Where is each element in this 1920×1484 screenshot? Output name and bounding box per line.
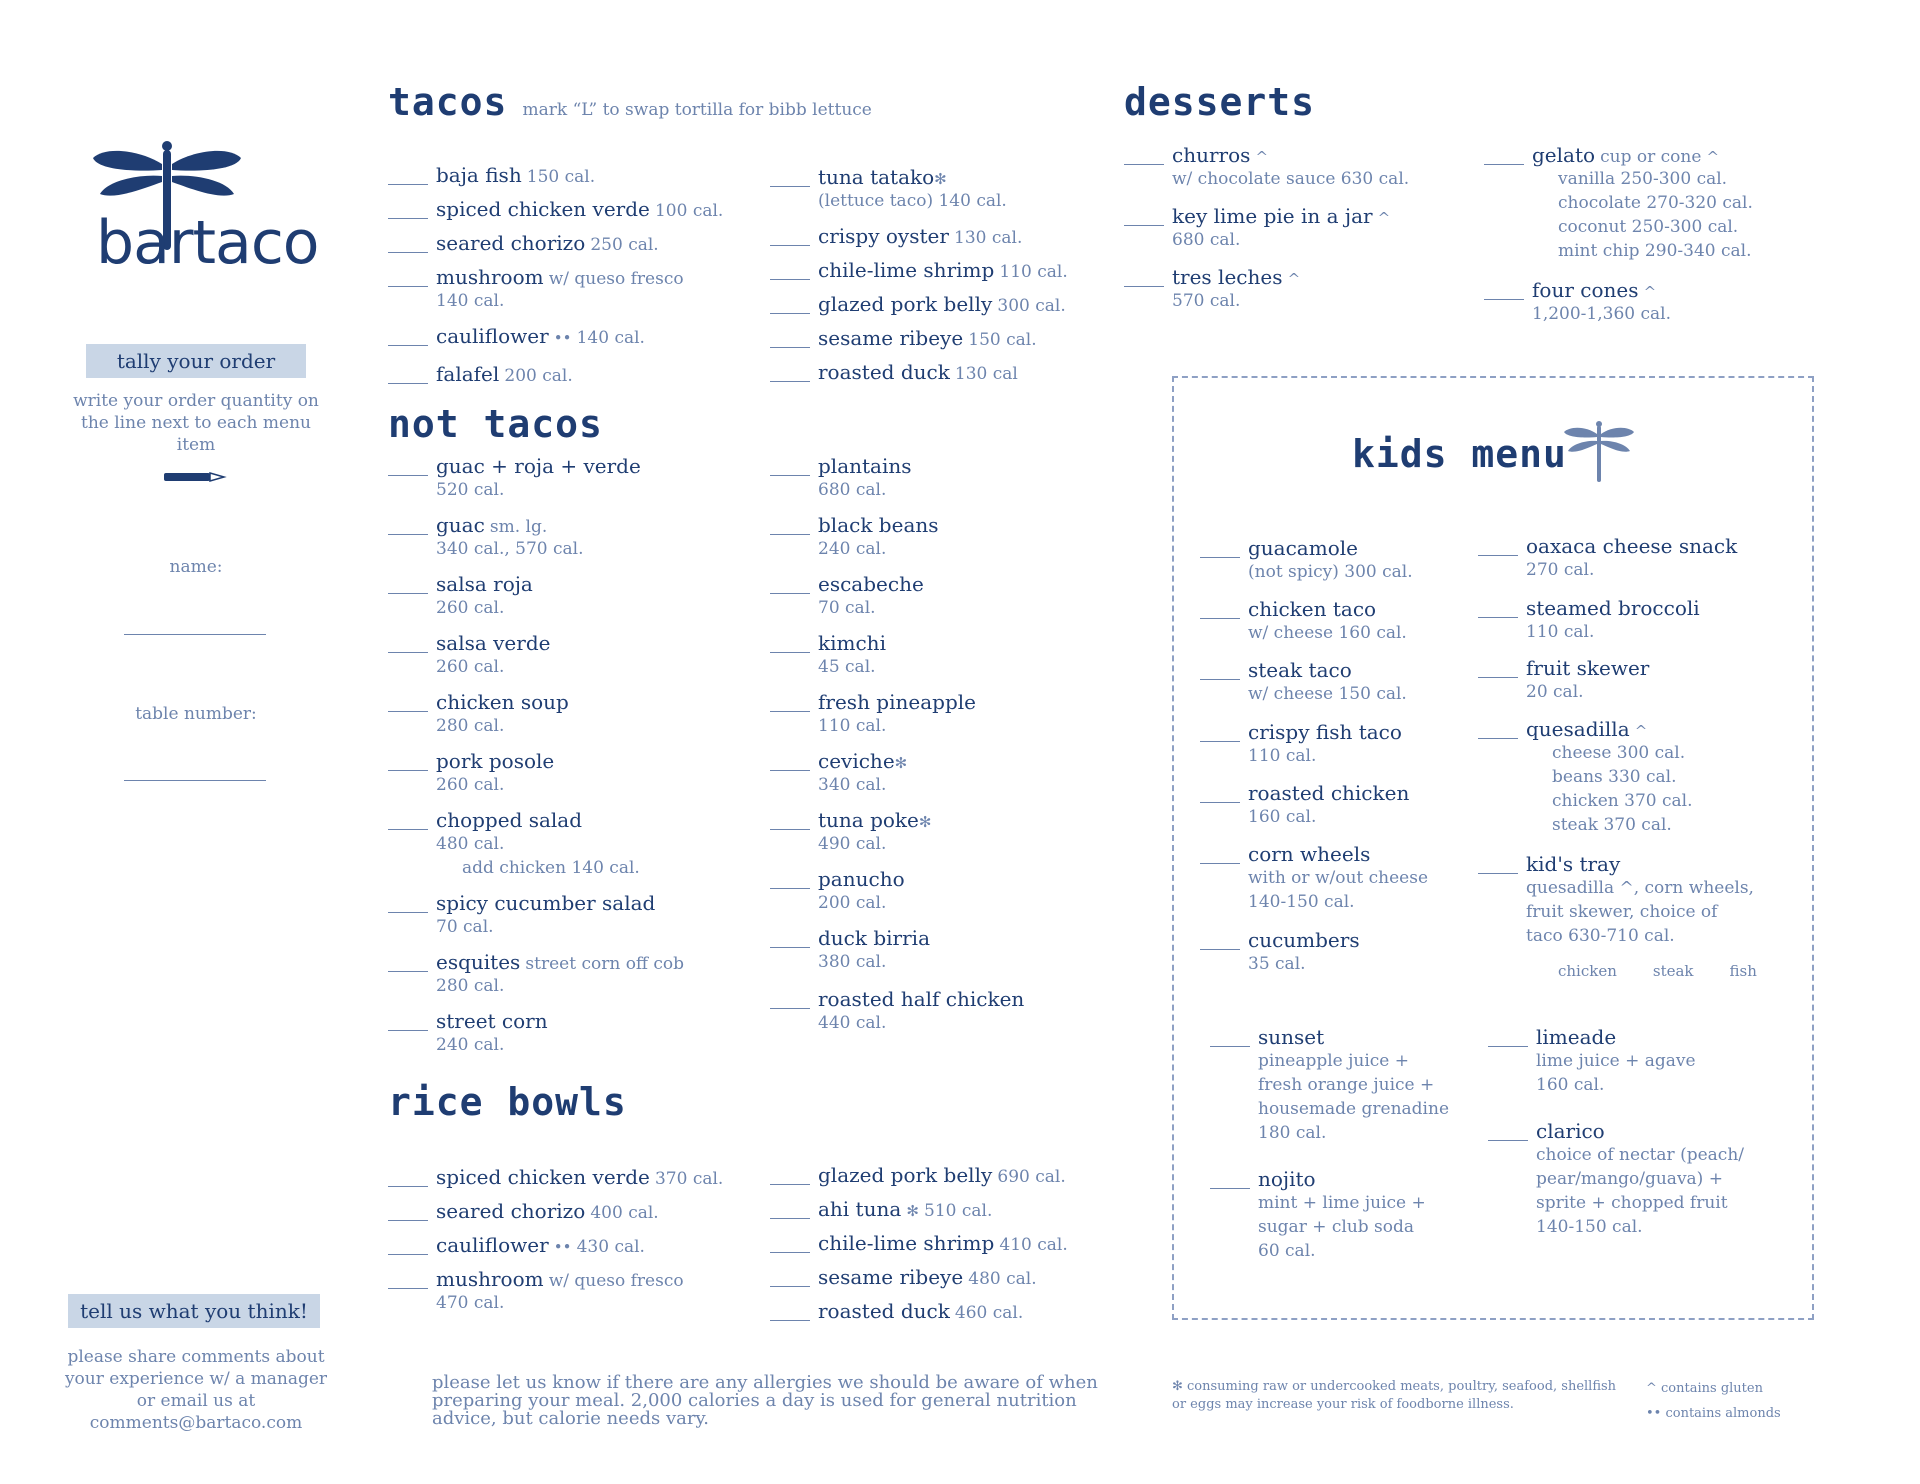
menu-item[interactable]: pork posole 260 cal. [388,749,554,797]
table-number-label: table number: [135,704,257,724]
desserts-heading: desserts [1124,80,1316,124]
choice-fish[interactable]: fish [1729,962,1757,980]
menu-item[interactable]: roasted duck 130 cal [770,360,1018,384]
menu-item[interactable]: oaxaca cheese snack 270 cal. [1478,534,1737,582]
menu-item[interactable]: chicken taco w/ cheese 160 cal. [1200,597,1407,645]
menu-item[interactable]: steak taco w/ cheese 150 cal. [1200,658,1407,706]
menu-item[interactable]: seared chorizo 400 cal. [388,1199,659,1223]
pencil-icon [162,470,228,484]
menu-item[interactable]: kid's tray quesadilla ^, corn wheels, fruit skewer, choice of taco 630-710 cal. [1478,852,1754,948]
menu-item[interactable]: chile-lime shrimp 110 cal. [770,258,1068,282]
menu-item[interactable]: tuna tatako✻ (lettuce taco) 140 cal. [770,165,1007,213]
tally-banner: tally your order [86,344,306,378]
menu-item[interactable]: spicy cucumber salad 70 cal. [388,891,655,939]
allergen-key [1646,1376,1846,1426]
tacos-heading-row [388,80,872,124]
table-number-write-line[interactable] [124,780,266,781]
tacos-heading: tacos [388,80,508,124]
menu-item[interactable]: ahi tuna ✻ 510 cal. [770,1197,992,1221]
tacos-note: mark “L” to swap tortilla for bibb lettuce [522,100,872,120]
menu-item[interactable]: quesadilla ^ cheese 300 cal. beans 330 cal. chicken 370 cal. steak 370 cal. [1478,717,1693,837]
menu-item[interactable]: esquites street corn off cob 280 cal. [388,950,684,998]
menu-item[interactable]: salsa roja 260 cal. [388,572,533,620]
name-write-line[interactable] [124,634,266,635]
menu-item[interactable]: mushroom w/ queso fresco 140 cal. [388,265,684,313]
menu-item[interactable]: guac + roja + verde 520 cal. [388,454,641,502]
menu-item[interactable]: churros ^ w/ chocolate sauce 630 cal. [1124,143,1409,191]
menu-item[interactable]: sesame ribeye 480 cal. [770,1265,1037,1289]
menu-item[interactable]: seared chorizo 250 cal. [388,231,659,255]
menu-item[interactable]: crispy oyster 130 cal. [770,224,1022,248]
menu-item[interactable]: tres leches ^ 570 cal. [1124,265,1300,313]
menu-item[interactable]: tuna poke✻ 490 cal. [770,808,931,856]
not-tacos-heading: not tacos [388,402,603,446]
menu-item[interactable]: fresh pineapple 110 cal. [770,690,976,738]
menu-item[interactable]: panucho 200 cal. [770,867,905,915]
choice-chicken[interactable]: chicken [1558,962,1617,980]
menu-item[interactable]: sesame ribeye 150 cal. [770,326,1037,350]
menu-item[interactable]: corn wheels with or w/out cheese 140-150 cal. [1200,842,1428,914]
allergy-notice: please let us know if there are any allergies we should be aware of when preparing your meal. 2,000 calories a day is used for general nutrition advice, but calorie needs vary. [432,1372,1098,1429]
menu-item[interactable]: crispy fish taco 110 cal. [1200,720,1402,768]
menu-item[interactable]: key lime pie in a jar ^ 680 cal. [1124,204,1390,252]
menu-item[interactable]: gelato cup or cone ^ vanilla 250-300 cal. chocolate 270-320 cal. coconut 250-300 cal. mint chip 290-340 cal. [1484,143,1753,263]
menu-item[interactable]: spiced chicken verde 370 cal. [388,1165,723,1189]
menu-item[interactable]: duck birria 380 cal. [770,926,930,974]
feedback-banner: tell us what you think! [68,1294,320,1328]
menu-item[interactable]: chopped salad 480 cal. add chicken 140 cal. [388,808,640,880]
menu-item[interactable]: glazed pork belly 300 cal. [770,292,1066,316]
menu-item[interactable]: nojito mint + lime juice + sugar + club soda 60 cal. [1210,1167,1426,1263]
menu-item[interactable]: kimchi 45 cal. [770,631,886,679]
menu-item[interactable]: black beans 240 cal. [770,513,939,561]
menu-item[interactable]: glazed pork belly 690 cal. [770,1163,1066,1187]
menu-item[interactable]: four cones ^ 1,200-1,360 cal. [1484,278,1671,326]
choice-steak[interactable]: steak [1652,962,1694,980]
menu-item[interactable]: spiced chicken verde 100 cal. [388,197,723,221]
menu-item[interactable]: chile-lime shrimp 410 cal. [770,1231,1068,1255]
menu-item[interactable]: steamed broccoli 110 cal. [1478,596,1700,644]
feedback-text: please share comments about your experience w/ a manager or email us at comments@bartaco.com [64,1347,328,1433]
kids-tray-choices [1558,962,1793,980]
menu-item[interactable]: escabeche 70 cal. [770,572,924,620]
menu-item[interactable]: roasted half chicken 440 cal. [770,987,1024,1035]
rice-bowls-heading: rice bowls [388,1080,627,1124]
menu-item[interactable]: cauliflower •• 430 cal. [388,1233,645,1257]
menu-item[interactable]: roasted chicken 160 cal. [1200,781,1409,829]
menu-item[interactable]: sunset pineapple juice + fresh orange juice + housemade grenadine 180 cal. [1210,1025,1449,1145]
menu-item[interactable]: roasted duck 460 cal. [770,1299,1023,1323]
menu-item[interactable]: chicken soup 280 cal. [388,690,569,738]
almond-key: •• contains almonds [1646,1406,1781,1421]
menu-item[interactable]: guacamole (not spicy) 300 cal. [1200,536,1413,584]
brand-logo-text: bartaco [96,208,319,278]
dragonfly-icon [1562,418,1636,484]
kids-menu-heading: kids menu [1352,432,1567,476]
menu-item[interactable]: salsa verde 260 cal. [388,631,550,679]
name-label: name: [169,557,223,577]
menu-item[interactable]: cucumbers 35 cal. [1200,928,1360,976]
menu-item[interactable]: cauliflower •• 140 cal. [388,324,645,348]
tally-instructions: write your order quantity on the line next to each menu item [73,391,319,455]
menu-item[interactable]: falafel 200 cal. [388,362,573,386]
menu-item[interactable]: mushroom w/ queso fresco 470 cal. [388,1267,684,1315]
menu-item[interactable]: guac sm. lg. 340 cal., 570 cal. [388,513,584,561]
menu-item[interactable]: clarico choice of nectar (peach/ pear/mango/guava) + sprite + chopped fruit 140-150 cal. [1488,1119,1744,1239]
gluten-key: ^ contains gluten [1646,1381,1763,1396]
raw-food-warning: ✻ consuming raw or undercooked meats, poultry, seafood, shellfish or eggs may increase your risk of foodborne illness. [1172,1379,1617,1412]
menu-item[interactable]: fruit skewer 20 cal. [1478,656,1649,704]
menu-item[interactable]: street corn 240 cal. [388,1009,548,1057]
menu-item[interactable]: ceviche✻ 340 cal. [770,749,907,797]
menu-item[interactable]: plantains 680 cal. [770,454,912,502]
menu-item[interactable]: limeade lime juice + agave 160 cal. [1488,1025,1696,1097]
menu-item[interactable]: baja fish 150 cal. [388,163,595,187]
